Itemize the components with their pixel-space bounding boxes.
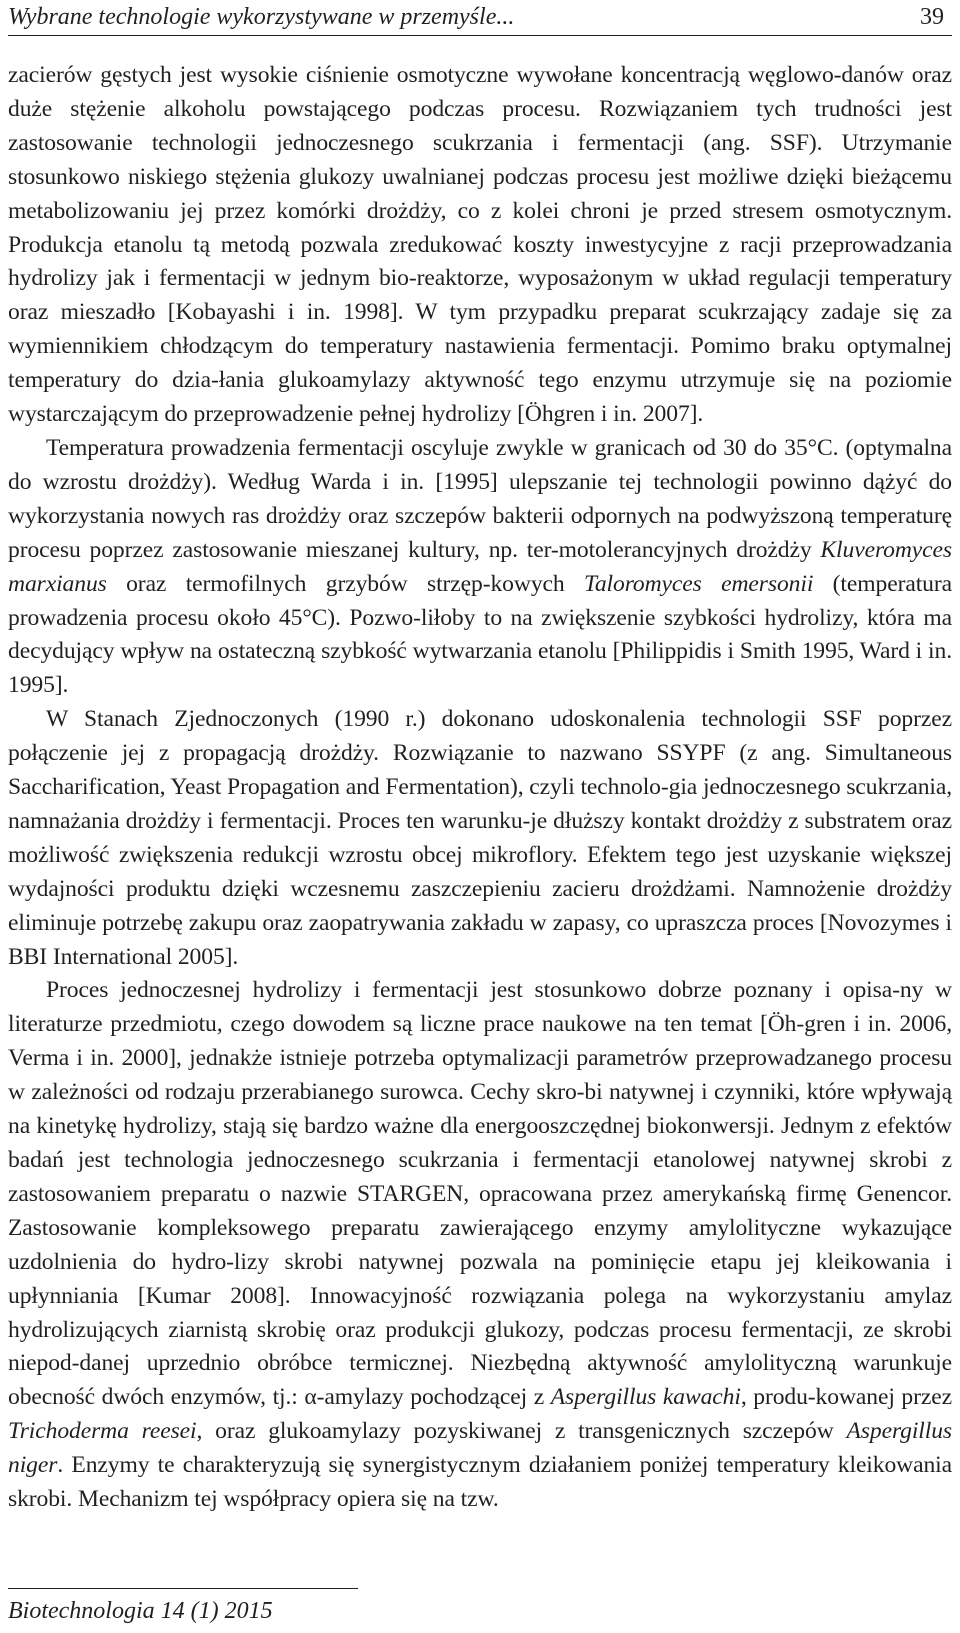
paragraph bbox=[8, 59, 952, 432]
text-run: . Enzymy te charakteryzują się synergistycznym działaniem poniżej temperatury kleikowania skrobi. Mechanizm tej współpracy opiera się na tzw. bbox=[8, 1452, 952, 1513]
running-header bbox=[8, 2, 952, 32]
text-run: Temperatura prowadzenia fermentacji oscyluje zwykle w granicach od 30 do 35°C. (optymalna do wzrostu drożdży). Według Warda i in. [1995] ulepszanie tej technologii powinno dążyć do wykorzystania nowych ras drożdży oraz szczepów bakterii odpornych na podwyższoną temperaturę procesu poprzez zastosowanie mieszanej kultury, np. ter-motolerancyjnych drożdży bbox=[8, 434, 952, 563]
italic-term: Aspergillus kawachi bbox=[550, 1384, 741, 1411]
italic-term: Kluveromyces marxianus bbox=[8, 536, 952, 597]
paragraph bbox=[8, 432, 952, 703]
footer-divider bbox=[8, 1588, 358, 1589]
text-run: zacierów gęstych jest wysokie ciśnienie osmotyczne wywołane koncentracją węglowo-danów oraz duże stężenie alkoholu powstającego podczas procesu. Rozwiązaniem tych trudności jest zastosowanie technologii jednoczesnego scukrzania i fermentacji (ang. SSF). Utrzymanie stosunkowo niskiego stężenia glukozy uwalnianej podczas procesu jest możliwe dzięki bieżącemu metabolizowaniu jej przez komórki drożdży, co z kolei chroni je przed stresem osmotycznym. Produkcja etanolu tą metodą pozwala zredukować koszty inwestycyjne z racji przeprowadzania hydrolizy jak i fermentacji w jednym bio-reaktorze, wyposażonym w układ regulacji temperatury oraz mieszadło [Kobayashi i in. 1998]. W tym przypadku preparat scukrzający zadaje się za wymiennikiem chłodzącym do temperatury nastawienia fermentacji. Pomimo braku optymalnej temperatury do dzia-łania glukoamylazy aktywność tego enzymu utrzymuje się na poziomie wystarczającym do przeprowadzenie pełnej hydrolizy [Öhgren i in. 2007]. bbox=[8, 62, 952, 428]
text-run: , oraz glukoamylazy pozyskiwanej z transgenicznych szczepów bbox=[196, 1418, 847, 1445]
paragraph bbox=[8, 703, 952, 974]
footer-journal: Biotechnologia 14 (1) 2015 bbox=[8, 1598, 273, 1624]
text-run: (temperatura prowadzenia procesu około 45°C). Pozwo-liłoby to na zwiększenie szybkości hydrolizy, która ma decydujący wpływ na ostateczną szybkość wytwarzania etanolu [Philippidis i Smith 1995, Ward i in. 1995]. bbox=[8, 570, 952, 699]
paragraph bbox=[8, 974, 952, 1517]
italic-term: Aspergillus niger bbox=[8, 1418, 952, 1479]
text-run: Proces jednoczesnej hydrolizy i fermentacji jest stosunkowo dobrze poznany i opisa-ny w literaturze przedmiotu, czego dowodem są liczne prace naukowe na ten temat [Öh-gren i in. 2006, Verma i in. 2000], jednakże istnieje potrzeba optymalizacji parametrów przeprowadzanego procesu w zależności od rodzaju przerabianego surowca. Cechy skro-bi natywnej i czynniki, które wpływają na kinetykę hydrolizy, stają się bardzo ważne dla energooszczędnej biokonwersji. Jednym z efektów badań jest technologia jednoczesnego scukrzania i fermentacji etanolowej natywnej skrobi z zastosowaniem preparatu o nazwie STARGEN, opracowana przez amerykańską firmę Genencor. Zastosowanie kompleksowego preparatu zawierającego enzymy amylolityczne wykazujące uzdolnienia do hydro-lizy skrobi natywnej pozwala na pominięcie etapu jej kleikowania i upłynniania [Kumar 2008]. Innowacyjność rozwiązania polega na wykorzystaniu amylaz hydrolizujących ziarnistą skrobię oraz produkcji glukozy, podczas procesu fermentacji, ze skrobi niepod-danej uprzednio obróbce termicznej. Niezbędną aktywność amylolityczną warunkuje obecność dwóch enzymów, tj.: α-amylazy pochodzącej z bbox=[8, 977, 952, 1411]
text-run: W Stanach Zjednoczonych (1990 r.) dokonano udoskonalenia technologii SSF poprzez połączenie jej z propagacją drożdży. Rozwiązanie to nazwano SSYPF (z ang. Simultaneous Saccharification, Yeast Propagation and Fermentation), czyli technolo-gia jednoczesnego scukrzania, namnażania drożdży i fermentacji. Proces ten warunku-je dłuższy kontakt drożdży z substratem oraz możliwość zwiększenia redukcji wzrostu obcej mikroflory. Efektem tego jest uzyskanie większej wydajności produktu dzięki wczesnemu zaszczepieniu zacieru drożdżami. Namnożenie drożdży eliminuje potrzebę zakupu oraz zaopatrywania zakładu w zapasy, co upraszcza proces [Novozymes i BBI International 2005]. bbox=[8, 706, 953, 970]
header-divider bbox=[8, 35, 952, 36]
page-number: 39 bbox=[920, 4, 944, 30]
italic-term: Trichoderma reesei bbox=[8, 1418, 197, 1445]
body-text bbox=[8, 59, 952, 1517]
running-header-title: Wybrane technologie wykorzystywane w przemyśle... bbox=[8, 4, 515, 30]
text-run: oraz termofilnych grzybów strzęp-kowych bbox=[106, 570, 584, 597]
italic-term: Taloromyces emersonii bbox=[583, 570, 814, 597]
text-run: , produ-kowanej przez bbox=[740, 1384, 952, 1411]
